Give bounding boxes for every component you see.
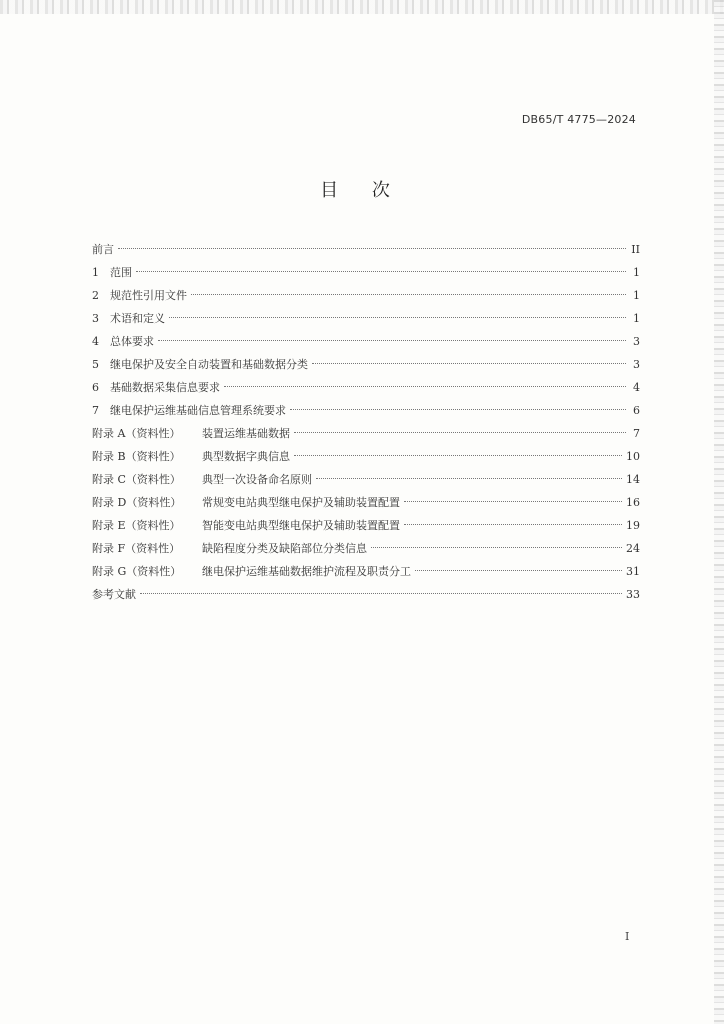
- toc-leader-dots: [294, 432, 626, 433]
- toc-entry-number: 6: [92, 381, 99, 394]
- toc-entry-label: 基础数据采集信息要求: [110, 381, 220, 394]
- toc-entry-page: 31: [626, 565, 640, 578]
- toc-entry-page: 33: [626, 588, 640, 601]
- toc-entry-annex: 附录 D（资料性）: [92, 496, 182, 509]
- toc-entry-label: 规范性引用文件: [110, 289, 187, 302]
- toc-entry[interactable]: [92, 284, 640, 307]
- toc-entry-number: 4: [92, 335, 99, 348]
- toc-entry[interactable]: [92, 307, 640, 330]
- toc-entry-page: 10: [626, 450, 640, 463]
- toc-entry-label: 常规变电站典型继电保护及辅助装置配置: [202, 496, 400, 509]
- toc-leader-dots: [316, 478, 622, 479]
- toc-entry[interactable]: [92, 468, 640, 491]
- toc-entry-annex: 附录 B（资料性）: [92, 450, 181, 463]
- toc-entry-label: 典型一次设备命名原则: [202, 473, 312, 486]
- toc-leader-dots: [169, 317, 626, 318]
- toc-entry-number: 2: [92, 289, 99, 302]
- toc-entry[interactable]: [92, 583, 640, 606]
- toc-entry-page: II: [631, 243, 640, 256]
- toc-entry-label: 参考文献: [92, 588, 136, 601]
- toc-entry-number: 1: [92, 266, 99, 279]
- toc-leader-dots: [136, 271, 626, 272]
- toc-entry[interactable]: [92, 399, 640, 422]
- toc-entry-label: 总体要求: [110, 335, 154, 348]
- toc-leader-dots: [158, 340, 626, 341]
- toc-leader-dots: [191, 294, 626, 295]
- toc-entry[interactable]: [92, 261, 640, 284]
- page-number: I: [625, 930, 630, 943]
- toc-entry-page: 4: [633, 381, 640, 394]
- toc-leader-dots: [404, 501, 622, 502]
- toc-entry[interactable]: [92, 422, 640, 445]
- toc-entry-number: 3: [92, 312, 99, 325]
- toc-entry-page: 3: [633, 358, 640, 371]
- scan-artifact-right: [714, 0, 724, 1024]
- toc-entry-page: 1: [633, 312, 640, 325]
- table-of-contents: [92, 238, 640, 606]
- toc-leader-dots: [371, 547, 622, 548]
- toc-leader-dots: [294, 455, 622, 456]
- toc-entry-label: 继电保护及安全自动装置和基础数据分类: [110, 358, 308, 371]
- toc-entry[interactable]: [92, 514, 640, 537]
- toc-entry[interactable]: [92, 376, 640, 399]
- toc-entry-annex: 附录 G（资料性）: [92, 565, 182, 578]
- scan-artifact-top: [0, 0, 724, 14]
- toc-entry-label: 典型数据字典信息: [202, 450, 290, 463]
- toc-leader-dots: [224, 386, 626, 387]
- toc-entry-page: 24: [626, 542, 640, 555]
- toc-entry-label: 装置运维基础数据: [202, 427, 290, 440]
- toc-leader-dots: [118, 248, 626, 249]
- toc-entry-annex: 附录 F（资料性）: [92, 542, 181, 555]
- toc-entry-label: 范围: [110, 266, 132, 279]
- toc-leader-dots: [312, 363, 626, 364]
- toc-entry-label: 继电保护运维基础信息管理系统要求: [110, 404, 286, 417]
- toc-entry-page: 1: [633, 289, 640, 302]
- toc-entry[interactable]: [92, 238, 640, 261]
- toc-entry-page: 16: [626, 496, 640, 509]
- toc-leader-dots: [290, 409, 626, 410]
- toc-entry-label: 智能变电站典型继电保护及辅助装置配置: [202, 519, 400, 532]
- toc-entry-annex: 附录 E（资料性）: [92, 519, 181, 532]
- toc-entry[interactable]: [92, 491, 640, 514]
- toc-leader-dots: [415, 570, 622, 571]
- toc-entry-page: 14: [626, 473, 640, 486]
- toc-entry[interactable]: [92, 330, 640, 353]
- toc-entry[interactable]: [92, 445, 640, 468]
- toc-entry-label: 前言: [92, 243, 114, 256]
- toc-entry-number: 7: [92, 404, 99, 417]
- toc-entry-number: 5: [92, 358, 99, 371]
- toc-entry[interactable]: [92, 560, 640, 583]
- toc-entry-page: 3: [633, 335, 640, 348]
- toc-entry-label: 术语和定义: [110, 312, 165, 325]
- toc-entry-page: 19: [626, 519, 640, 532]
- toc-leader-dots: [140, 593, 622, 594]
- toc-entry-page: 6: [633, 404, 640, 417]
- toc-leader-dots: [404, 524, 622, 525]
- toc-entry[interactable]: [92, 353, 640, 376]
- toc-title: 目 次: [320, 180, 404, 201]
- toc-entry-page: 1: [633, 266, 640, 279]
- toc-entry-label: 继电保护运维基础数据维护流程及职责分工: [202, 565, 411, 578]
- toc-entry[interactable]: [92, 537, 640, 560]
- toc-entry-label: 缺陷程度分类及缺陷部位分类信息: [202, 542, 367, 555]
- toc-entry-annex: 附录 A（资料性）: [92, 427, 181, 440]
- standard-code: DB65/T 4775—2024: [521, 113, 636, 126]
- toc-entry-annex: 附录 C（资料性）: [92, 473, 181, 486]
- toc-entry-page: 7: [633, 427, 640, 440]
